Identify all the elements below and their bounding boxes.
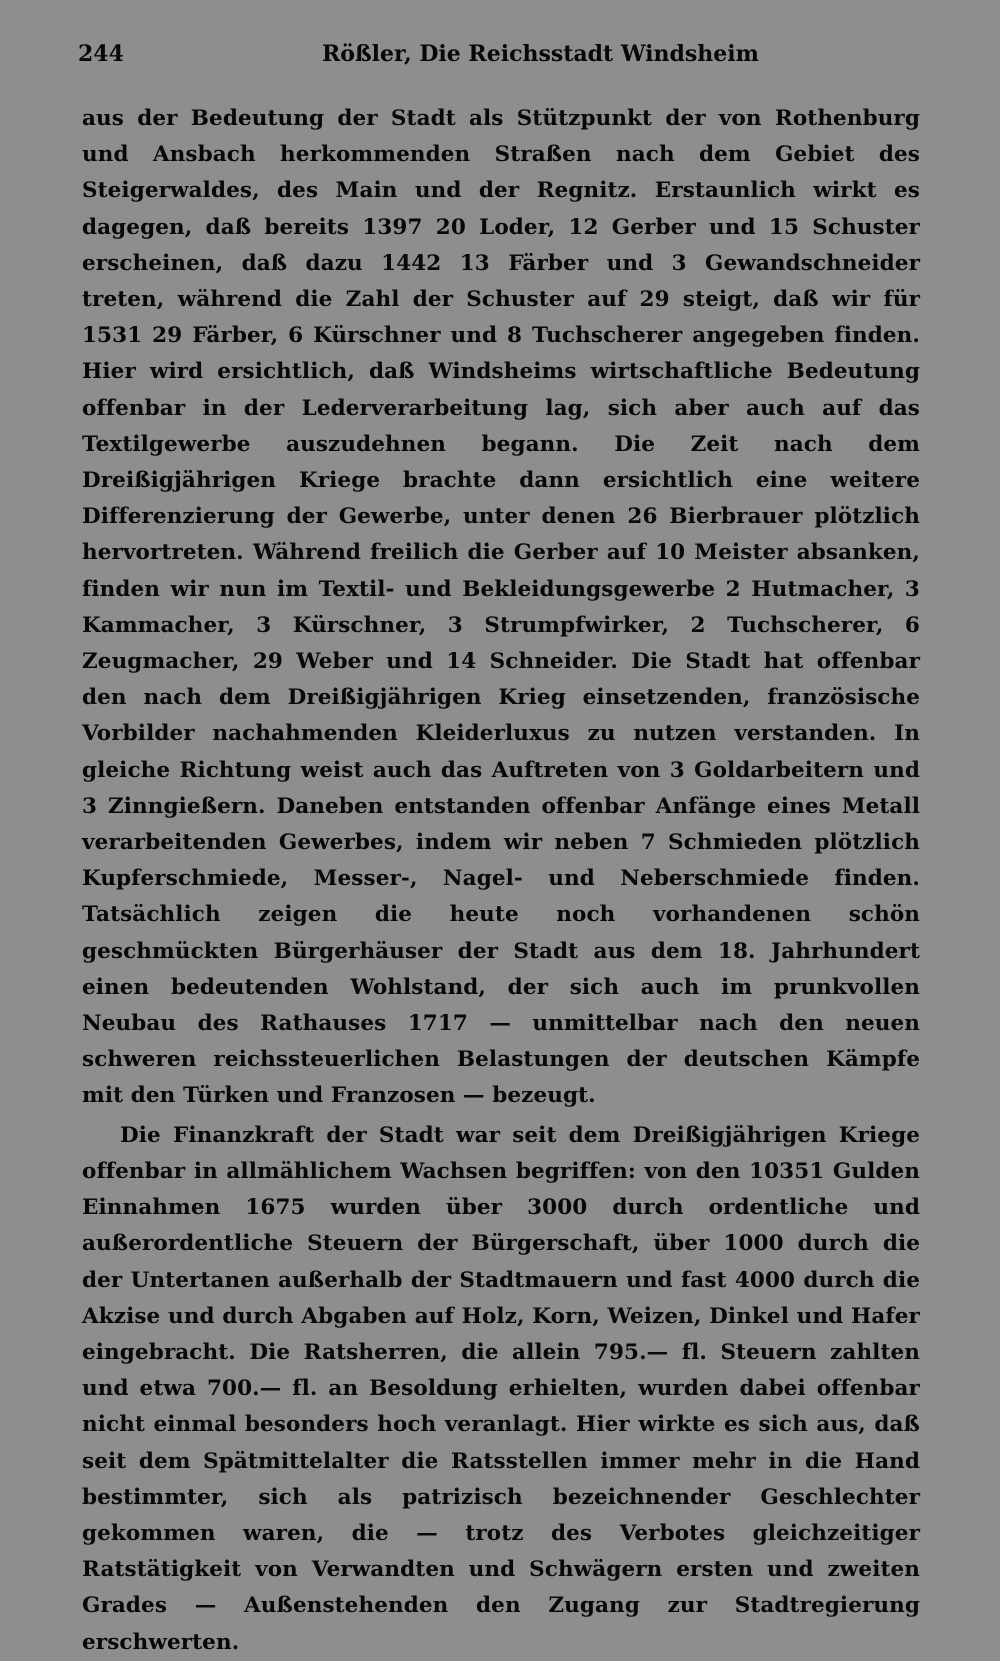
body-text — [82, 101, 920, 1661]
running-head — [78, 36, 920, 72]
paragraph-1: aus der Bedeutung der Stadt als Stützpunkt der von Rothenburg und Ansbach herkommenden Straßen nach dem Gebiet des Steigerwaldes, des Main und der Regnitz. Erstaunlich wirkt es dagegen, daß bereits 1397 20 Loder, 12 Gerber und 15 Schuster erscheinen, daß dazu 1442 13 Färber und 3 Gewandschneider treten, während die Zahl der Schuster auf 29 steigt, daß wir für 1531 29 Färber, 6 Kürschner und 8 Tuchscherer angegeben finden. Hier wird ersichtlich, daß Windsheims wirtschaftliche Bedeutung offenbar in der Lederverarbeitung lag, sich aber auch auf das Textilgewerbe auszudehnen begann. Die Zeit nach dem Dreißigjährigen Kriege brachte dann ersichtlich eine weitere Differenzierung der Gewerbe, unter denen 26 Bierbrauer plötzlich hervortreten. Während freilich die Gerber auf 10 Meister absanken, finden wir nun im Textil- und Bekleidungsgewerbe 2 Hutmacher, 3 Kammacher, 3 Kürschner, 3 Strumpfwirker, 2 Tuchscherer, 6 Zeugmacher, 29 Weber und 14 Schneider. Die Stadt hat offenbar den nach dem Dreißigjährigen Krieg einsetzenden, französische Vorbilder nachahmenden Kleiderluxus zu nutzen verstanden. In gleiche Richtung weist auch das Auftreten von 3 Goldarbeitern und 3 Zinngießern. Daneben entstanden offenbar Anfänge eines Metall verarbeitenden Gewerbes, indem wir neben 7 Schmieden plötzlich Kupferschmiede, Messer-, Nagel- und Neberschmiede finden. Tatsächlich zeigen die heute noch vorhandenen schön geschmückten Bürgerhäuser der Stadt aus dem 18. Jahrhundert einen bedeutenden Wohlstand, der sich auch im prunkvollen Neubau des Rathauses 1717 — unmittelbar nach den neuen schweren reichssteuerlichen Belastungen der deutschen Kämpfe mit den Türken und Franzosen — bezeugt. — [82, 106, 920, 1109]
running-title: Rößler, Die Reichsstadt Windsheim — [322, 41, 759, 67]
page-number: 244 — [78, 41, 124, 67]
paragraph-2: Die Finanzkraft der Stadt war seit dem Dreißigjährigen Kriege offenbar in allmählichem Wachsen begriffen: von den 10351 Gulden Einnahmen 1675 wurden über 3000 durch ordentliche und außerordentliche Steuern der Bürgerschaft, über 1000 durch die der Untertanen außerhalb der Stadtmauern und fast 4000 durch die Akzise und durch Abgaben auf Holz, Korn, Weizen, Dinkel und Hafer eingebracht. Die Ratsherren, die allein 795.— fl. Steuern zahlten und etwa 700.— fl. an Besoldung erhielten, wurden dabei offenbar nicht einmal besonders hoch veranlagt. Hier wirkte es sich aus, daß seit dem Spätmittelalter die Ratsstellen immer mehr in die Hand bestimmter, sich als patrizisch bezeichnender Geschlechter gekommen waren, die — trotz des Verbotes gleichzeitiger Ratstätigkeit von Verwandten und Schwägern ersten und zweiten Grades — Außenstehenden den Zugang zur Stadtregierung erschwerten. — [82, 1122, 920, 1655]
